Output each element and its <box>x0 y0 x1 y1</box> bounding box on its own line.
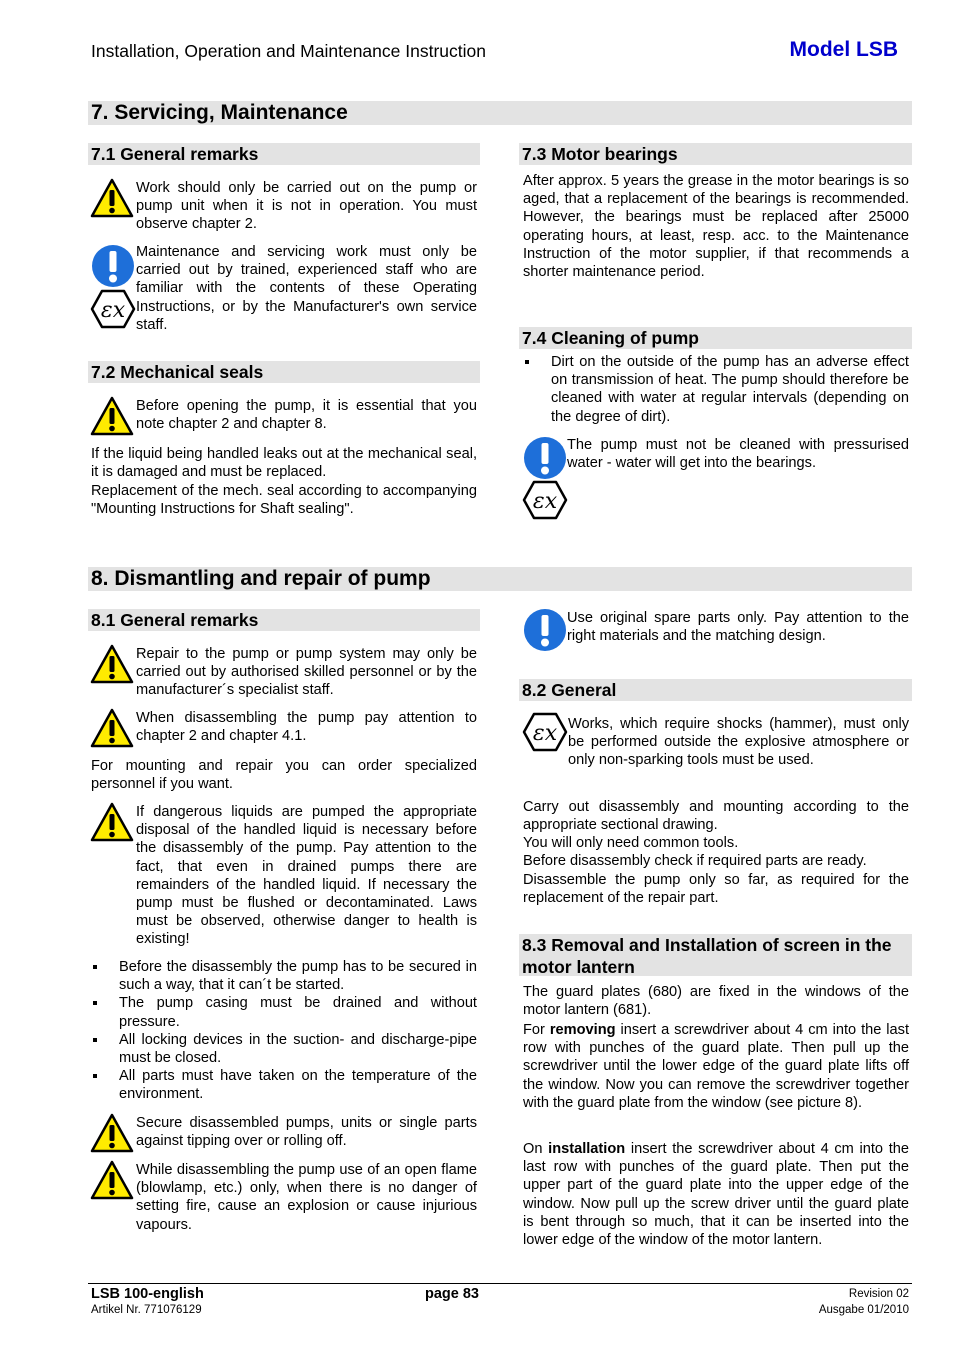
section-8-1-heading: 8.1 General remarks <box>88 609 480 631</box>
paragraph: For removing insert a screwdriver about 4 cm into the last row with punches of the guard plate. Then pull up the screwdriver until the lower edge of the guard plate lifts off the window. Now you can remove the screwdriver together with the guard plate from the window (see picture 8). <box>523 1022 910 1111</box>
bold-term: installation <box>548 1141 626 1157</box>
paragraph: Carry out disassembly and mounting according to the appropriate sectional drawing. <box>523 799 909 834</box>
list-item: All parts must have taken on the temperature of the environment. <box>91 1067 477 1103</box>
list-item: The pump casing must be drained and without pressure. <box>91 994 477 1030</box>
ex-explosion-protection-icon <box>522 480 568 520</box>
list-item: Before the disassembly the pump has to be secured in such a way, that it can´t be started. <box>91 958 477 994</box>
model-label: Model LSB <box>789 38 898 61</box>
paragraph: Before disassembly check if required parts are ready. <box>523 853 867 869</box>
document-header-title: Installation, Operation and Maintenance Instruction <box>91 41 486 61</box>
section-8-3-heading: 8.3 Removal and Installation of screen in the motor lantern <box>519 934 912 976</box>
section-8-2-heading: 8.2 General <box>519 679 912 701</box>
footer-article-number: Artikel Nr. 771076129 <box>91 1304 202 1316</box>
paragraph: After approx. 5 years the grease in the motor bearings is so aged, that a replacement of the bearings is recommended. However, the bearings must be replaced after 25000 operating hours, at least, resp. acc. to the Maintenance Instruction of the motor supplier, if that recommends a shorter maintenance period. <box>523 173 909 281</box>
paragraph: Maintenance and servicing work must only be carried out by trained, experienced staff who are familiar with the contents of these Operating Instructions, or by the Manufacturer's own service staff. <box>136 244 477 333</box>
paragraph: Use original spare parts only. Pay attention to the right materials and the matching design. <box>567 610 909 645</box>
section-7-heading: 7. Servicing, Maintenance <box>88 101 912 125</box>
warning-triangle-icon <box>90 708 134 748</box>
warning-triangle-icon <box>90 1160 134 1200</box>
bullet-list <box>91 958 477 1104</box>
paragraph: Secure disassembled pumps, units or single parts against tipping over or rolling off. <box>136 1115 477 1150</box>
section-8-heading: 8. Dismantling and repair of pump <box>88 567 912 591</box>
warning-triangle-icon <box>90 396 134 436</box>
paragraph: Disassemble the pump only so far, as required for the replacement of the repair part. <box>523 872 909 907</box>
exclamation-circle-icon <box>523 436 567 480</box>
bold-term: removing <box>549 1022 616 1038</box>
paragraph: If dangerous liquids are pumped the appropriate disposal of the handled liquid is necessary before the disassembly of the pump. Pay attention to the fact, that even in drained pumps there are remainders of the handled liquid. If necessary the pump must be flushed or decontaminated. Laws must be observed, otherwise danger to health is existing! <box>136 804 477 948</box>
paragraph: You will only need common tools. <box>523 835 739 851</box>
section-7-4-heading: 7.4 Cleaning of pump <box>519 327 912 349</box>
paragraph: Before opening the pump, it is essential that you note chapter 2 and chapter 8. <box>136 398 477 433</box>
footer-edition: Ausgabe 01/2010 <box>818 1304 909 1316</box>
paragraph: While disassembling the pump use of an open flame (blowlamp, etc.) only, when there is no danger of setting fire, cause an explosion or cause injurious vapours. <box>136 1162 477 1233</box>
paragraph: If the liquid being handled leaks out at the mechanical seal, it is damaged and must be replaced. <box>91 446 477 481</box>
ex-explosion-protection-icon <box>90 289 136 329</box>
section-7-2-heading: 7.2 Mechanical seals <box>88 361 480 383</box>
section-7-1-heading: 7.1 General remarks <box>88 143 480 165</box>
exclamation-circle-icon <box>523 608 567 652</box>
list-item: Dirt on the outside of the pump has an adverse effect on transmission of heat. The pump should therefore be cleaned with water at regular intervals (depending on the degree of dirt). <box>523 353 909 426</box>
exclamation-circle-icon <box>91 244 135 288</box>
warning-triangle-icon <box>90 178 134 218</box>
paragraph: Repair to the pump or pump system may only be carried out by authorised skilled personnel or by the manufacturer´s specialist staff. <box>136 646 477 699</box>
paragraph: For mounting and repair you can order specialized personnel if you want. <box>91 758 477 793</box>
paragraph: On installation insert the screwdriver about 4 cm into the last row with punches of the guard plate. Then put the upper part of the guard plate into the upper edge of the window. Now pull up the screw driver until the guard plate is bent through so much, that it can be inserted into the lower edge of the window of the motor lantern. <box>523 1141 909 1249</box>
paragraph: The guard plates (680) are fixed in the windows of the motor lantern (681). <box>523 984 909 1019</box>
paragraph: Work should only be carried out on the pump or pump unit when it is not in operation. You must observe chapter 2. <box>136 180 477 233</box>
footer-doc-name: LSB 100-english <box>91 1286 204 1302</box>
section-7-3-heading: 7.3 Motor bearings <box>519 143 912 165</box>
footer-divider <box>88 1283 912 1284</box>
footer-revision: Revision 02 <box>848 1288 909 1300</box>
paragraph: Replacement of the mech. seal according to accompanying "Mounting Instructions for Shaft sealing". <box>91 483 477 518</box>
paragraph: The pump must not be cleaned with pressurised water - water will get into the bearings. <box>567 437 909 472</box>
paragraph: Works, which require shocks (hammer), must only be performed outside the explosive atmosphere or only non-sparking tools must be used. <box>568 716 909 769</box>
list-item: All locking devices in the suction- and discharge-pipe must be closed. <box>91 1031 477 1067</box>
warning-triangle-icon <box>90 644 134 684</box>
ex-explosion-protection-icon <box>522 712 568 752</box>
footer-page-number: page 83 <box>425 1286 479 1302</box>
paragraph: When disassembling the pump pay attention to chapter 2 and chapter 4.1. <box>136 710 477 745</box>
bullet-list <box>523 353 909 426</box>
warning-triangle-icon <box>90 802 134 842</box>
warning-triangle-icon <box>90 1113 134 1153</box>
